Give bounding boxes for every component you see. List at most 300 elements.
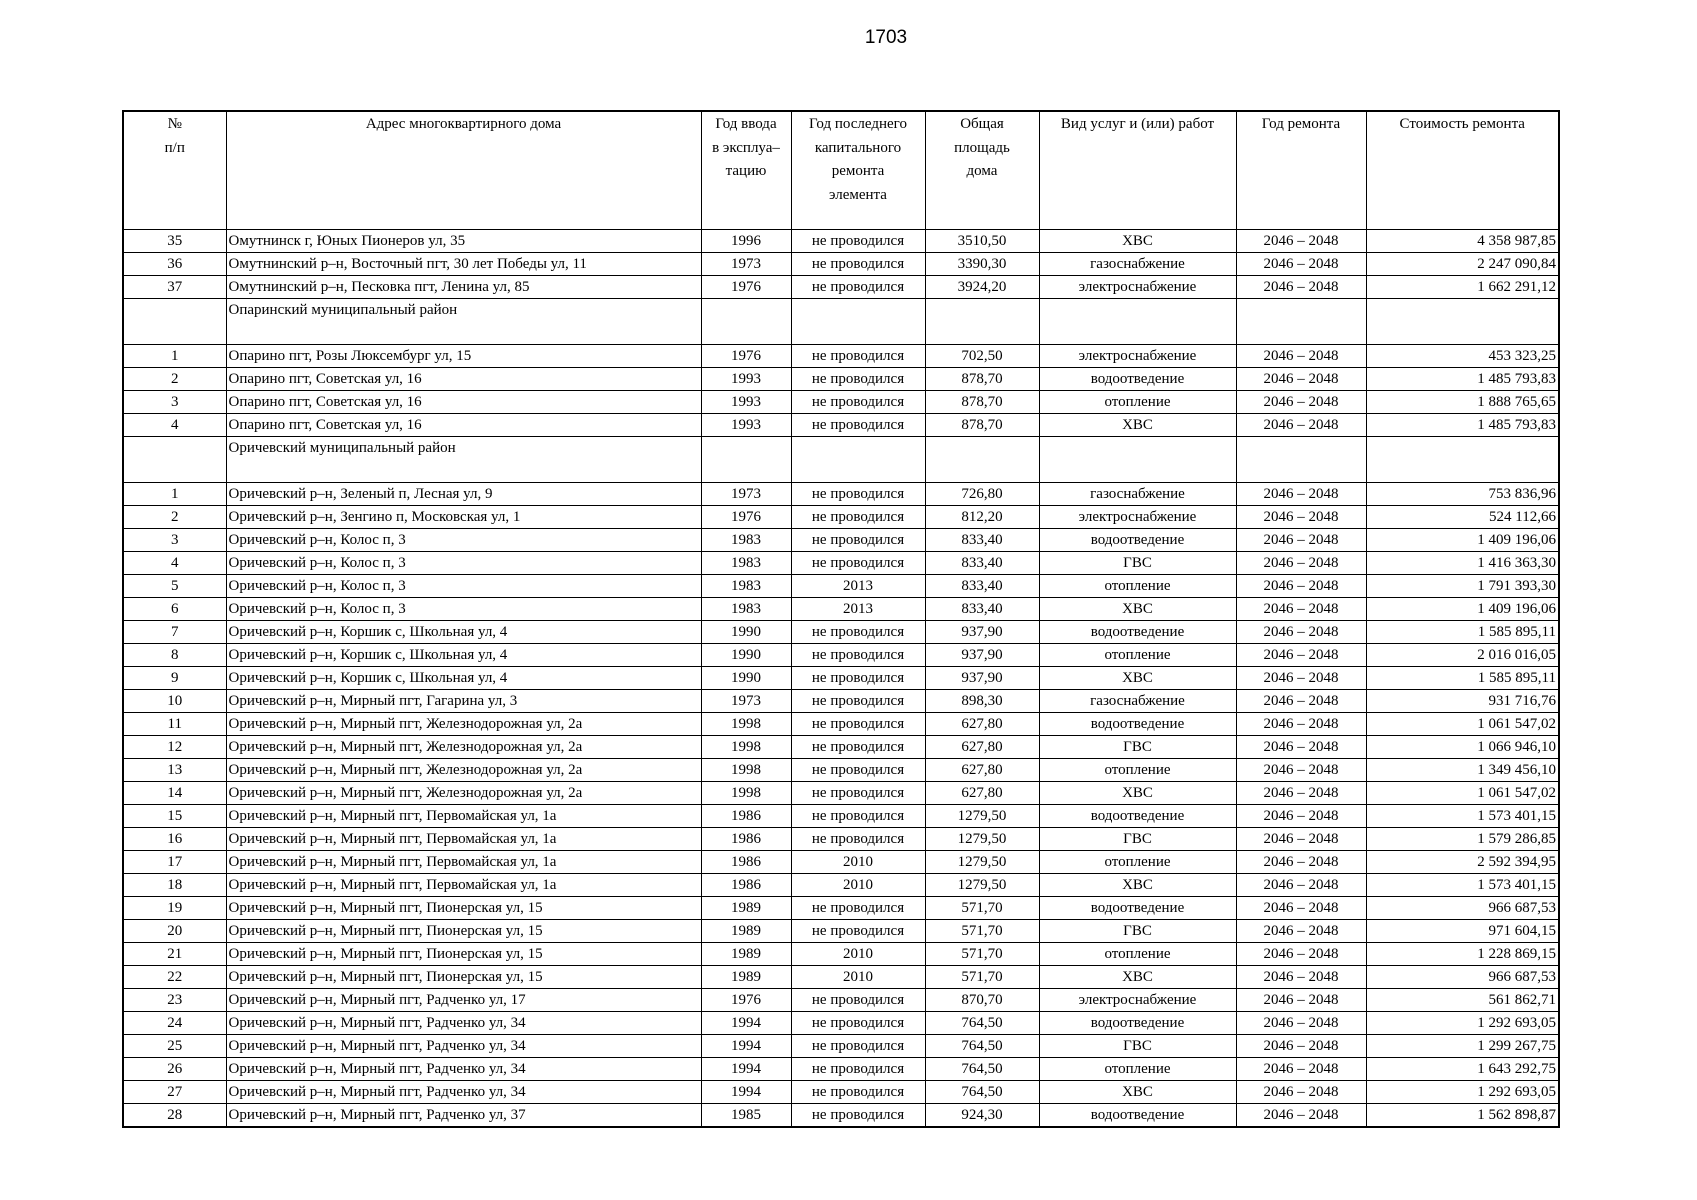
repair-cost-cell: 931 716,76 bbox=[1366, 690, 1559, 713]
repair-period-cell: 2046 – 2048 bbox=[1236, 253, 1366, 276]
commission-year-cell: 1993 bbox=[701, 414, 791, 437]
empty-cell bbox=[701, 299, 791, 345]
repair-period-cell: 2046 – 2048 bbox=[1236, 1012, 1366, 1035]
commission-year-cell: 1973 bbox=[701, 690, 791, 713]
address-cell: Оричевский р–н, Колос п, 3 bbox=[226, 552, 701, 575]
address-cell: Опарино пгт, Советская ул, 16 bbox=[226, 414, 701, 437]
header-service-type: Вид услуг и (или) работ bbox=[1039, 111, 1236, 230]
repair-period-cell: 2046 – 2048 bbox=[1236, 621, 1366, 644]
table-row bbox=[123, 368, 1559, 391]
row-number: 3 bbox=[123, 391, 226, 414]
last-repair-cell: не проводился bbox=[791, 759, 925, 782]
repair-period-cell: 2046 – 2048 bbox=[1236, 598, 1366, 621]
area-cell: 3924,20 bbox=[925, 276, 1039, 299]
repair-period-cell: 2046 – 2048 bbox=[1236, 897, 1366, 920]
service-cell: электроснабжение bbox=[1039, 989, 1236, 1012]
row-number: 3 bbox=[123, 529, 226, 552]
row-number: 14 bbox=[123, 782, 226, 805]
table-row bbox=[123, 828, 1559, 851]
empty-cell bbox=[925, 299, 1039, 345]
last-repair-cell: 2013 bbox=[791, 598, 925, 621]
area-cell: 833,40 bbox=[925, 552, 1039, 575]
table-row bbox=[123, 345, 1559, 368]
table-row bbox=[123, 552, 1559, 575]
row-number: 37 bbox=[123, 276, 226, 299]
repair-period-cell: 2046 – 2048 bbox=[1236, 483, 1366, 506]
area-cell: 878,70 bbox=[925, 414, 1039, 437]
service-cell: водоотведение bbox=[1039, 1012, 1236, 1035]
repair-period-cell: 2046 – 2048 bbox=[1236, 529, 1366, 552]
repair-period-cell: 2046 – 2048 bbox=[1236, 414, 1366, 437]
area-cell: 3510,50 bbox=[925, 230, 1039, 253]
repair-period-cell: 2046 – 2048 bbox=[1236, 920, 1366, 943]
service-cell: ГВС bbox=[1039, 736, 1236, 759]
empty-cell bbox=[791, 437, 925, 483]
address-cell: Оричевский р–н, Коршик с, Школьная ул, 4 bbox=[226, 667, 701, 690]
commission-year-cell: 1976 bbox=[701, 506, 791, 529]
area-cell: 937,90 bbox=[925, 621, 1039, 644]
commission-year-cell: 1989 bbox=[701, 966, 791, 989]
repair-schedule-table bbox=[122, 110, 1560, 1128]
table-row bbox=[123, 575, 1559, 598]
row-number: 22 bbox=[123, 966, 226, 989]
area-cell: 812,20 bbox=[925, 506, 1039, 529]
row-number: 19 bbox=[123, 897, 226, 920]
address-cell: Оричевский р–н, Мирный пгт, Первомайская ул, 1а bbox=[226, 828, 701, 851]
area-cell: 3390,30 bbox=[925, 253, 1039, 276]
last-repair-cell: не проводился bbox=[791, 1081, 925, 1104]
repair-cost-cell: 1 409 196,06 bbox=[1366, 598, 1559, 621]
repair-cost-cell: 1 228 869,15 bbox=[1366, 943, 1559, 966]
last-repair-cell: не проводился bbox=[791, 529, 925, 552]
row-number: 12 bbox=[123, 736, 226, 759]
header-area: Общая площадь дома bbox=[925, 111, 1039, 230]
table-row bbox=[123, 253, 1559, 276]
table-row bbox=[123, 1081, 1559, 1104]
address-cell: Оричевский р–н, Колос п, 3 bbox=[226, 575, 701, 598]
repair-period-cell: 2046 – 2048 bbox=[1236, 552, 1366, 575]
last-repair-cell: не проводился bbox=[791, 483, 925, 506]
repair-cost-cell: 1 292 693,05 bbox=[1366, 1081, 1559, 1104]
repair-cost-cell: 1 416 363,30 bbox=[1366, 552, 1559, 575]
service-cell: ХВС bbox=[1039, 598, 1236, 621]
table-row bbox=[123, 529, 1559, 552]
repair-period-cell: 2046 – 2048 bbox=[1236, 1058, 1366, 1081]
empty-cell bbox=[701, 437, 791, 483]
row-number: 2 bbox=[123, 506, 226, 529]
last-repair-cell: 2010 bbox=[791, 874, 925, 897]
repair-cost-cell: 4 358 987,85 bbox=[1366, 230, 1559, 253]
commission-year-cell: 1994 bbox=[701, 1012, 791, 1035]
service-cell: отопление bbox=[1039, 759, 1236, 782]
area-cell: 571,70 bbox=[925, 920, 1039, 943]
row-number: 8 bbox=[123, 644, 226, 667]
repair-cost-cell: 2 247 090,84 bbox=[1366, 253, 1559, 276]
commission-year-cell: 1986 bbox=[701, 805, 791, 828]
area-cell: 1279,50 bbox=[925, 874, 1039, 897]
area-cell: 1279,50 bbox=[925, 828, 1039, 851]
row-number: 15 bbox=[123, 805, 226, 828]
commission-year-cell: 1989 bbox=[701, 920, 791, 943]
repair-cost-cell: 1 579 286,85 bbox=[1366, 828, 1559, 851]
repair-period-cell: 2046 – 2048 bbox=[1236, 667, 1366, 690]
repair-period-cell: 2046 – 2048 bbox=[1236, 230, 1366, 253]
section-row bbox=[123, 437, 1559, 483]
last-repair-cell: не проводился bbox=[791, 805, 925, 828]
row-number: 11 bbox=[123, 713, 226, 736]
area-cell: 627,80 bbox=[925, 736, 1039, 759]
service-cell: ХВС bbox=[1039, 1081, 1236, 1104]
commission-year-cell: 1998 bbox=[701, 782, 791, 805]
area-cell: 571,70 bbox=[925, 943, 1039, 966]
service-cell: ГВС bbox=[1039, 828, 1236, 851]
repair-cost-cell: 561 862,71 bbox=[1366, 989, 1559, 1012]
commission-year-cell: 1983 bbox=[701, 598, 791, 621]
address-cell: Оричевский р–н, Мирный пгт, Радченко ул, 17 bbox=[226, 989, 701, 1012]
address-cell: Опарино пгт, Советская ул, 16 bbox=[226, 391, 701, 414]
address-cell: Оричевский р–н, Мирный пгт, Железнодорожная ул, 2а bbox=[226, 759, 701, 782]
last-repair-cell: не проводился bbox=[791, 897, 925, 920]
repair-cost-cell: 1 573 401,15 bbox=[1366, 874, 1559, 897]
repair-cost-cell: 1 662 291,12 bbox=[1366, 276, 1559, 299]
table-row bbox=[123, 1058, 1559, 1081]
table-header-row bbox=[123, 111, 1559, 230]
table-row bbox=[123, 506, 1559, 529]
address-cell: Опарино пгт, Советская ул, 16 bbox=[226, 368, 701, 391]
last-repair-cell: не проводился bbox=[791, 782, 925, 805]
last-repair-cell: не проводился bbox=[791, 828, 925, 851]
last-repair-cell: не проводился bbox=[791, 690, 925, 713]
table-row bbox=[123, 897, 1559, 920]
repair-cost-cell: 1 485 793,83 bbox=[1366, 414, 1559, 437]
area-cell: 833,40 bbox=[925, 529, 1039, 552]
row-number: 25 bbox=[123, 1035, 226, 1058]
service-cell: ГВС bbox=[1039, 1035, 1236, 1058]
commission-year-cell: 1976 bbox=[701, 345, 791, 368]
repair-cost-cell: 966 687,53 bbox=[1366, 966, 1559, 989]
repair-cost-cell: 1 299 267,75 bbox=[1366, 1035, 1559, 1058]
table-row bbox=[123, 391, 1559, 414]
service-cell: электроснабжение bbox=[1039, 345, 1236, 368]
last-repair-cell: не проводился bbox=[791, 552, 925, 575]
repair-cost-cell: 966 687,53 bbox=[1366, 897, 1559, 920]
area-cell: 726,80 bbox=[925, 483, 1039, 506]
table-row bbox=[123, 943, 1559, 966]
last-repair-cell: не проводился bbox=[791, 345, 925, 368]
address-cell: Оричевский р–н, Мирный пгт, Гагарина ул, 3 bbox=[226, 690, 701, 713]
last-repair-cell: не проводился bbox=[791, 506, 925, 529]
commission-year-cell: 1994 bbox=[701, 1035, 791, 1058]
service-cell: отопление bbox=[1039, 644, 1236, 667]
service-cell: газоснабжение bbox=[1039, 483, 1236, 506]
area-cell: 878,70 bbox=[925, 391, 1039, 414]
service-cell: водоотведение bbox=[1039, 897, 1236, 920]
service-cell: водоотведение bbox=[1039, 621, 1236, 644]
commission-year-cell: 1983 bbox=[701, 529, 791, 552]
repair-cost-cell: 1 643 292,75 bbox=[1366, 1058, 1559, 1081]
page-number: 1703 bbox=[864, 27, 908, 48]
service-cell: водоотведение bbox=[1039, 368, 1236, 391]
area-cell: 764,50 bbox=[925, 1058, 1039, 1081]
repair-cost-cell: 2 592 394,95 bbox=[1366, 851, 1559, 874]
commission-year-cell: 1996 bbox=[701, 230, 791, 253]
last-repair-cell: не проводился bbox=[791, 1104, 925, 1128]
empty-cell bbox=[1366, 437, 1559, 483]
area-cell: 878,70 bbox=[925, 368, 1039, 391]
repair-cost-cell: 1 573 401,15 bbox=[1366, 805, 1559, 828]
service-cell: ХВС bbox=[1039, 782, 1236, 805]
row-number: 4 bbox=[123, 414, 226, 437]
last-repair-cell: не проводился bbox=[791, 713, 925, 736]
row-number: 24 bbox=[123, 1012, 226, 1035]
row-number: 28 bbox=[123, 1104, 226, 1128]
row-number: 36 bbox=[123, 253, 226, 276]
address-cell: Оричевский р–н, Мирный пгт, Радченко ул, 37 bbox=[226, 1104, 701, 1128]
repair-cost-cell: 1 066 946,10 bbox=[1366, 736, 1559, 759]
table-row bbox=[123, 483, 1559, 506]
address-cell: Оричевский р–н, Мирный пгт, Пионерская ул, 15 bbox=[226, 966, 701, 989]
commission-year-cell: 1998 bbox=[701, 759, 791, 782]
repair-cost-cell: 1 292 693,05 bbox=[1366, 1012, 1559, 1035]
table-row bbox=[123, 414, 1559, 437]
repair-cost-cell: 1 061 547,02 bbox=[1366, 782, 1559, 805]
service-cell: водоотведение bbox=[1039, 529, 1236, 552]
empty-cell bbox=[1039, 299, 1236, 345]
table-row bbox=[123, 759, 1559, 782]
repair-period-cell: 2046 – 2048 bbox=[1236, 828, 1366, 851]
commission-year-cell: 1976 bbox=[701, 276, 791, 299]
commission-year-cell: 1993 bbox=[701, 368, 791, 391]
address-cell: Оричевский р–н, Зеленый п, Лесная ул, 9 bbox=[226, 483, 701, 506]
repair-period-cell: 2046 – 2048 bbox=[1236, 644, 1366, 667]
empty-cell bbox=[1366, 299, 1559, 345]
repair-cost-cell: 1 562 898,87 bbox=[1366, 1104, 1559, 1128]
area-cell: 870,70 bbox=[925, 989, 1039, 1012]
commission-year-cell: 1989 bbox=[701, 943, 791, 966]
repair-cost-cell: 971 604,15 bbox=[1366, 920, 1559, 943]
last-repair-cell: не проводился bbox=[791, 368, 925, 391]
service-cell: ХВС bbox=[1039, 667, 1236, 690]
address-cell: Оричевский р–н, Мирный пгт, Первомайская ул, 1а bbox=[226, 805, 701, 828]
last-repair-cell: не проводился bbox=[791, 736, 925, 759]
last-repair-cell: не проводился bbox=[791, 644, 925, 667]
service-cell: ХВС bbox=[1039, 874, 1236, 897]
commission-year-cell: 1989 bbox=[701, 897, 791, 920]
repair-period-cell: 2046 – 2048 bbox=[1236, 276, 1366, 299]
address-cell: Оричевский р–н, Колос п, 3 bbox=[226, 598, 701, 621]
address-cell: Оричевский р–н, Мирный пгт, Радченко ул, 34 bbox=[226, 1035, 701, 1058]
area-cell: 833,40 bbox=[925, 575, 1039, 598]
service-cell: ГВС bbox=[1039, 920, 1236, 943]
area-cell: 1279,50 bbox=[925, 851, 1039, 874]
repair-cost-cell: 2 016 016,05 bbox=[1366, 644, 1559, 667]
repair-period-cell: 2046 – 2048 bbox=[1236, 1104, 1366, 1128]
last-repair-cell: не проводился bbox=[791, 989, 925, 1012]
header-address: Адрес многоквартирного дома bbox=[226, 111, 701, 230]
repair-period-cell: 2046 – 2048 bbox=[1236, 391, 1366, 414]
last-repair-cell: не проводился bbox=[791, 1012, 925, 1035]
repair-cost-cell: 1 585 895,11 bbox=[1366, 667, 1559, 690]
commission-year-cell: 1998 bbox=[701, 713, 791, 736]
address-cell: Оричевский р–н, Мирный пгт, Железнодорожная ул, 2а bbox=[226, 782, 701, 805]
last-repair-cell: не проводился bbox=[791, 667, 925, 690]
row-number: 21 bbox=[123, 943, 226, 966]
last-repair-cell: не проводился bbox=[791, 391, 925, 414]
table-row bbox=[123, 598, 1559, 621]
address-cell: Омутнинск г, Юных Пионеров ул, 35 bbox=[226, 230, 701, 253]
area-cell: 764,50 bbox=[925, 1081, 1039, 1104]
area-cell: 898,30 bbox=[925, 690, 1039, 713]
commission-year-cell: 1994 bbox=[701, 1058, 791, 1081]
area-cell: 1279,50 bbox=[925, 805, 1039, 828]
repair-cost-cell: 1 888 765,65 bbox=[1366, 391, 1559, 414]
commission-year-cell: 1973 bbox=[701, 483, 791, 506]
area-cell: 571,70 bbox=[925, 966, 1039, 989]
commission-year-cell: 1983 bbox=[701, 552, 791, 575]
commission-year-cell: 1986 bbox=[701, 851, 791, 874]
repair-cost-cell: 1 791 393,30 bbox=[1366, 575, 1559, 598]
address-cell: Оричевский р–н, Мирный пгт, Радченко ул, 34 bbox=[226, 1058, 701, 1081]
repair-cost-cell: 524 112,66 bbox=[1366, 506, 1559, 529]
commission-year-cell: 1994 bbox=[701, 1081, 791, 1104]
table-row bbox=[123, 874, 1559, 897]
address-cell: Оричевский р–н, Мирный пгт, Радченко ул, 34 bbox=[226, 1081, 701, 1104]
section-row bbox=[123, 299, 1559, 345]
last-repair-cell: не проводился bbox=[791, 1035, 925, 1058]
area-cell: 627,80 bbox=[925, 759, 1039, 782]
commission-year-cell: 1998 bbox=[701, 736, 791, 759]
last-repair-cell: не проводился bbox=[791, 920, 925, 943]
header-row-number: № п/п bbox=[123, 111, 226, 230]
empty-cell bbox=[1236, 299, 1366, 345]
row-number: 16 bbox=[123, 828, 226, 851]
commission-year-cell: 1973 bbox=[701, 253, 791, 276]
header-commission-year: Год ввода в эксплуа– тацию bbox=[701, 111, 791, 230]
service-cell: электроснабжение bbox=[1039, 506, 1236, 529]
repair-period-cell: 2046 – 2048 bbox=[1236, 690, 1366, 713]
repair-cost-cell: 753 836,96 bbox=[1366, 483, 1559, 506]
service-cell: ХВС bbox=[1039, 414, 1236, 437]
service-cell: ХВС bbox=[1039, 230, 1236, 253]
table-row bbox=[123, 989, 1559, 1012]
area-cell: 627,80 bbox=[925, 713, 1039, 736]
service-cell: ХВС bbox=[1039, 966, 1236, 989]
repair-period-cell: 2046 – 2048 bbox=[1236, 782, 1366, 805]
table-row bbox=[123, 644, 1559, 667]
address-cell: Оричевский р–н, Мирный пгт, Пионерская ул, 15 bbox=[226, 920, 701, 943]
row-number: 17 bbox=[123, 851, 226, 874]
address-cell: Опарино пгт, Розы Люксембург ул, 15 bbox=[226, 345, 701, 368]
commission-year-cell: 1976 bbox=[701, 989, 791, 1012]
service-cell: отопление bbox=[1039, 851, 1236, 874]
repair-period-cell: 2046 – 2048 bbox=[1236, 736, 1366, 759]
row-number: 1 bbox=[123, 483, 226, 506]
empty-cell bbox=[1236, 437, 1366, 483]
table-row bbox=[123, 690, 1559, 713]
section-title: Опаринский муниципальный район bbox=[226, 299, 701, 345]
row-number: 6 bbox=[123, 598, 226, 621]
row-number: 1 bbox=[123, 345, 226, 368]
area-cell: 937,90 bbox=[925, 644, 1039, 667]
empty-cell bbox=[1039, 437, 1236, 483]
address-cell: Оричевский р–н, Мирный пгт, Первомайская ул, 1а bbox=[226, 874, 701, 897]
repair-period-cell: 2046 – 2048 bbox=[1236, 989, 1366, 1012]
area-cell: 764,50 bbox=[925, 1035, 1039, 1058]
address-cell: Оричевский р–н, Коршик с, Школьная ул, 4 bbox=[226, 621, 701, 644]
address-cell: Оричевский р–н, Мирный пгт, Пионерская ул, 15 bbox=[226, 897, 701, 920]
commission-year-cell: 1990 bbox=[701, 621, 791, 644]
header-last-repair: Год последнего капитального ремонта элемента bbox=[791, 111, 925, 230]
row-number: 5 bbox=[123, 575, 226, 598]
last-repair-cell: 2013 bbox=[791, 575, 925, 598]
address-cell: Оричевский р–н, Мирный пгт, Пионерская ул, 15 bbox=[226, 943, 701, 966]
repair-period-cell: 2046 – 2048 bbox=[1236, 713, 1366, 736]
last-repair-cell: не проводился bbox=[791, 276, 925, 299]
repair-period-cell: 2046 – 2048 bbox=[1236, 506, 1366, 529]
row-number: 2 bbox=[123, 368, 226, 391]
table-row bbox=[123, 667, 1559, 690]
repair-cost-cell: 1 485 793,83 bbox=[1366, 368, 1559, 391]
repair-period-cell: 2046 – 2048 bbox=[1236, 1081, 1366, 1104]
service-cell: ГВС bbox=[1039, 552, 1236, 575]
address-cell: Оричевский р–н, Зенгино п, Московская ул, 1 bbox=[226, 506, 701, 529]
last-repair-cell: не проводился bbox=[791, 621, 925, 644]
table-body bbox=[123, 230, 1559, 1128]
section-title: Оричевский муниципальный район bbox=[226, 437, 701, 483]
area-cell: 833,40 bbox=[925, 598, 1039, 621]
service-cell: газоснабжение bbox=[1039, 690, 1236, 713]
address-cell: Оричевский р–н, Коршик с, Школьная ул, 4 bbox=[226, 644, 701, 667]
address-cell: Оричевский р–н, Мирный пгт, Железнодорожная ул, 2а bbox=[226, 736, 701, 759]
repair-period-cell: 2046 – 2048 bbox=[1236, 368, 1366, 391]
service-cell: газоснабжение bbox=[1039, 253, 1236, 276]
repair-period-cell: 2046 – 2048 bbox=[1236, 851, 1366, 874]
address-cell: Оричевский р–н, Мирный пгт, Первомайская ул, 1а bbox=[226, 851, 701, 874]
service-cell: водоотведение bbox=[1039, 713, 1236, 736]
row-number: 13 bbox=[123, 759, 226, 782]
row-number: 20 bbox=[123, 920, 226, 943]
table-row bbox=[123, 713, 1559, 736]
repair-cost-cell: 1 585 895,11 bbox=[1366, 621, 1559, 644]
area-cell: 571,70 bbox=[925, 897, 1039, 920]
row-number: 27 bbox=[123, 1081, 226, 1104]
last-repair-cell: не проводился bbox=[791, 414, 925, 437]
repair-cost-cell: 453 323,25 bbox=[1366, 345, 1559, 368]
table-row bbox=[123, 621, 1559, 644]
repair-cost-cell: 1 409 196,06 bbox=[1366, 529, 1559, 552]
last-repair-cell: 2010 bbox=[791, 966, 925, 989]
service-cell: отопление bbox=[1039, 1058, 1236, 1081]
repair-cost-cell: 1 349 456,10 bbox=[1366, 759, 1559, 782]
empty-cell bbox=[123, 437, 226, 483]
row-number: 4 bbox=[123, 552, 226, 575]
table-row bbox=[123, 276, 1559, 299]
service-cell: отопление bbox=[1039, 391, 1236, 414]
empty-cell bbox=[123, 299, 226, 345]
repair-period-cell: 2046 – 2048 bbox=[1236, 966, 1366, 989]
table-row bbox=[123, 851, 1559, 874]
service-cell: водоотведение bbox=[1039, 1104, 1236, 1128]
table-row bbox=[123, 736, 1559, 759]
repair-period-cell: 2046 – 2048 bbox=[1236, 943, 1366, 966]
table-row bbox=[123, 230, 1559, 253]
row-number: 9 bbox=[123, 667, 226, 690]
area-cell: 937,90 bbox=[925, 667, 1039, 690]
repair-period-cell: 2046 – 2048 bbox=[1236, 805, 1366, 828]
address-cell: Оричевский р–н, Мирный пгт, Радченко ул, 34 bbox=[226, 1012, 701, 1035]
repair-cost-cell: 1 061 547,02 bbox=[1366, 713, 1559, 736]
commission-year-cell: 1986 bbox=[701, 874, 791, 897]
